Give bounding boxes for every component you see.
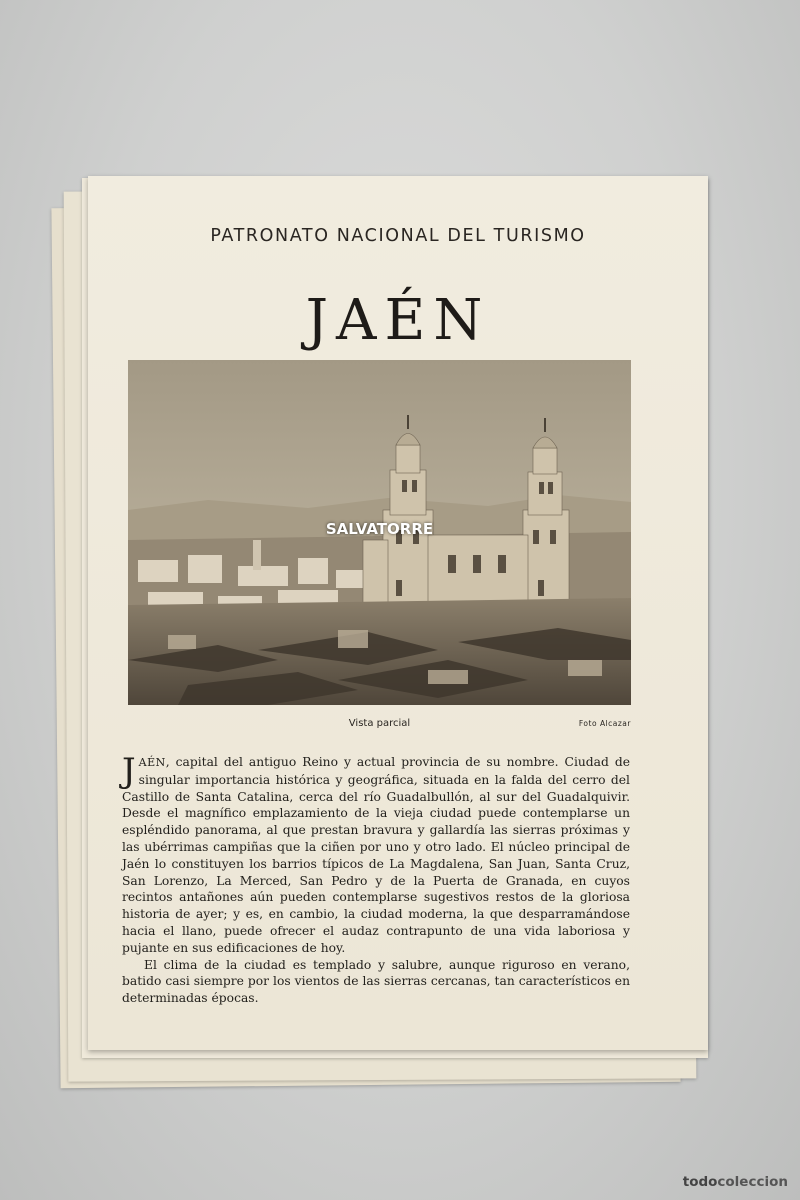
paragraph-1-text: , capital del antiguo Reino y actual provincia de su nombre. Ciudad de singular importancia histórica y geográfica, situada en la falda del cerro del Castillo de Santa Catalina, cerca del río Guadalbullón, al sur del Guadalquivir. Desde el magnífico emplazamiento de la vieja ciudad puede contemplarse un espléndido panorama, al que prestan bravura y gallardía las sierras próximas y las ubérrimas campiñas que la ciñen por uno y otro lado. El núcleo principal de Jaén lo constituyen los barrios típicos de La Magdalena, San Juan, Santa Cruz, San Lorenzo, La Merced, San Pedro y de la Puerta de Granada, en cuyos recintos antañones aún pueden contemplarse sugestivos restos de la gloriosa historia de ayer; y es, en cambio, la ciudad moderna, la que desparramándose hacia el llano, puede ofrecer el audaz contrapunto de una vida laboriosa y pujante en sus edificaciones de hoy. — [122, 755, 630, 955]
photo-credit: Foto Alcazar — [578, 719, 631, 728]
organization-header: PATRONATO NACIONAL DEL TURISMO — [210, 226, 586, 246]
paragraph-2: El clima de la ciudad es templado y salubre, aunque riguroso en verano, batido casi siempre por los vientos de las sierras cercanas, tan característicos en determinadas épocas. — [122, 957, 630, 1006]
lead-word: AÉN — [138, 756, 166, 769]
photo-caption: Vista parcial — [348, 718, 411, 729]
site-logo — [683, 1174, 788, 1190]
logo-part-2: coleccion — [717, 1174, 788, 1190]
cathedral-photo — [128, 360, 631, 705]
logo-part-1: todo — [682, 1174, 718, 1190]
drop-cap: J — [122, 751, 136, 791]
paragraph-1 — [122, 751, 630, 957]
page-title: JAÉN — [305, 288, 491, 353]
article-body — [122, 751, 630, 1007]
watermark-text: SALVATORRE — [325, 520, 434, 538]
brochure-page — [88, 176, 708, 1050]
